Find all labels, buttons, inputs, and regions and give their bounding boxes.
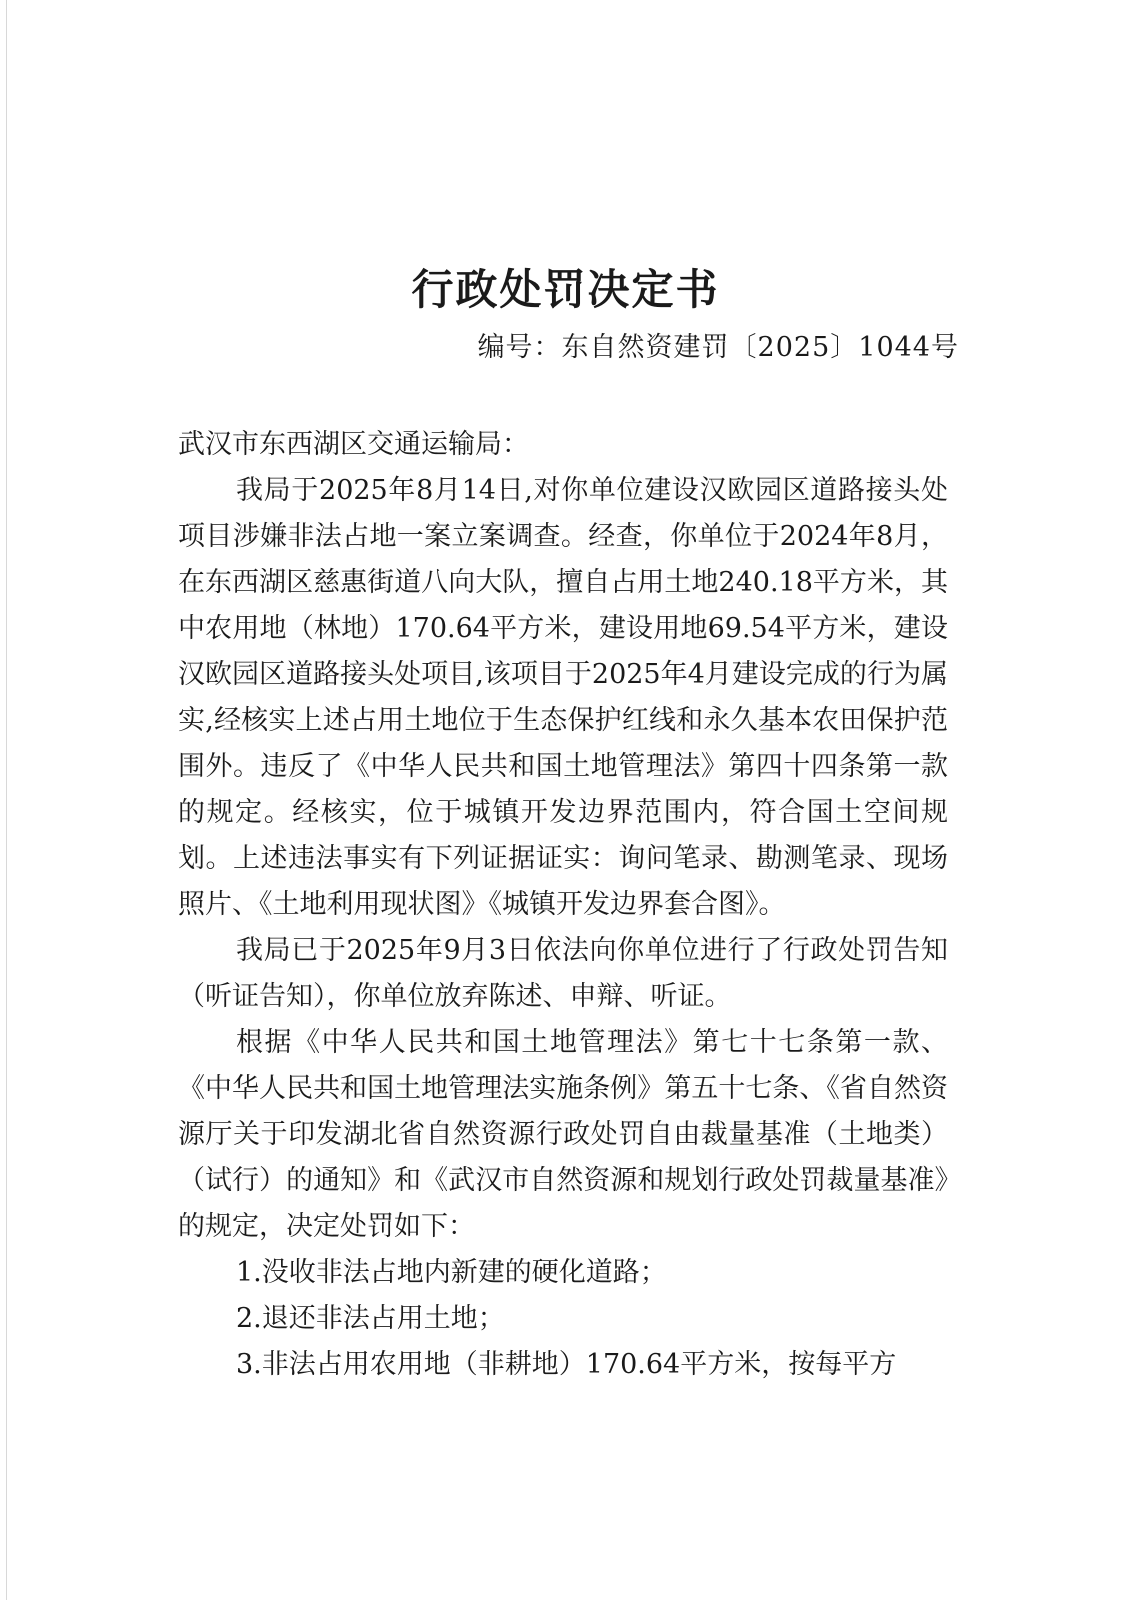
penalty-item: 2.退还非法占用土地； (236, 1303, 505, 1334)
document-title: 行政处罚决定书 (411, 265, 720, 314)
paragraph-basis: 根据《中华人民共和国土地管理法》第七十七条第一款、《中华人民共和国土地管理法实施条例》第五十七条、《省自然资源厅关于印发湖北省自然资源行政处罚自由裁量基准（土地类）（试行）的通知》和《武汉市自然资源和规划行政处罚裁量基准》的规定，决定处罚如下： (178, 1027, 948, 1242)
penalty-item: 3.非法占用农用地（非耕地）170.64平方米，按每平方 (236, 1349, 897, 1380)
addressee: 武汉市东西湖区交通运输局： (178, 429, 529, 460)
scan-edge-line (6, 0, 7, 1600)
paragraph-notice: 我局已于2025年9月3日依法向你单位进行了行政处罚告知（听证告知），你单位放弃陈述、申辩、听证。 (178, 935, 948, 1012)
paragraph-facts: 我局于2025年8月14日,对你单位建设汉欧园区道路接头处项目涉嫌非法占地一案立案调查。经查，你单位于2024年8月，在东西湖区慈惠街道八向大队，擅自占用土地240.18平方米，其中农用地（林地）170.64平方米，建设用地69.54平方米，建设汉欧园区道路接头处项目,该项目于2025年4月建设完成的行为属实,经核实上述占用土地位于生态保护红线和永久基本农田保护范围外。违反了《中华人民共和国土地管理法》第四十四条第一款的规定。经核实，位于城镇开发边界范围内，符合国土空间规划。上述违法事实有下列证据证实：询问笔录、勘测笔录、现场照片、《土地利用现状图》《城镇开发边界套合图》。 (178, 475, 948, 920)
document-number: 编号：东自然资建罚〔2025〕1044号 (477, 332, 959, 363)
document-body (178, 422, 948, 1388)
penalty-item: 1.没收非法占地内新建的硬化道路； (236, 1257, 667, 1288)
